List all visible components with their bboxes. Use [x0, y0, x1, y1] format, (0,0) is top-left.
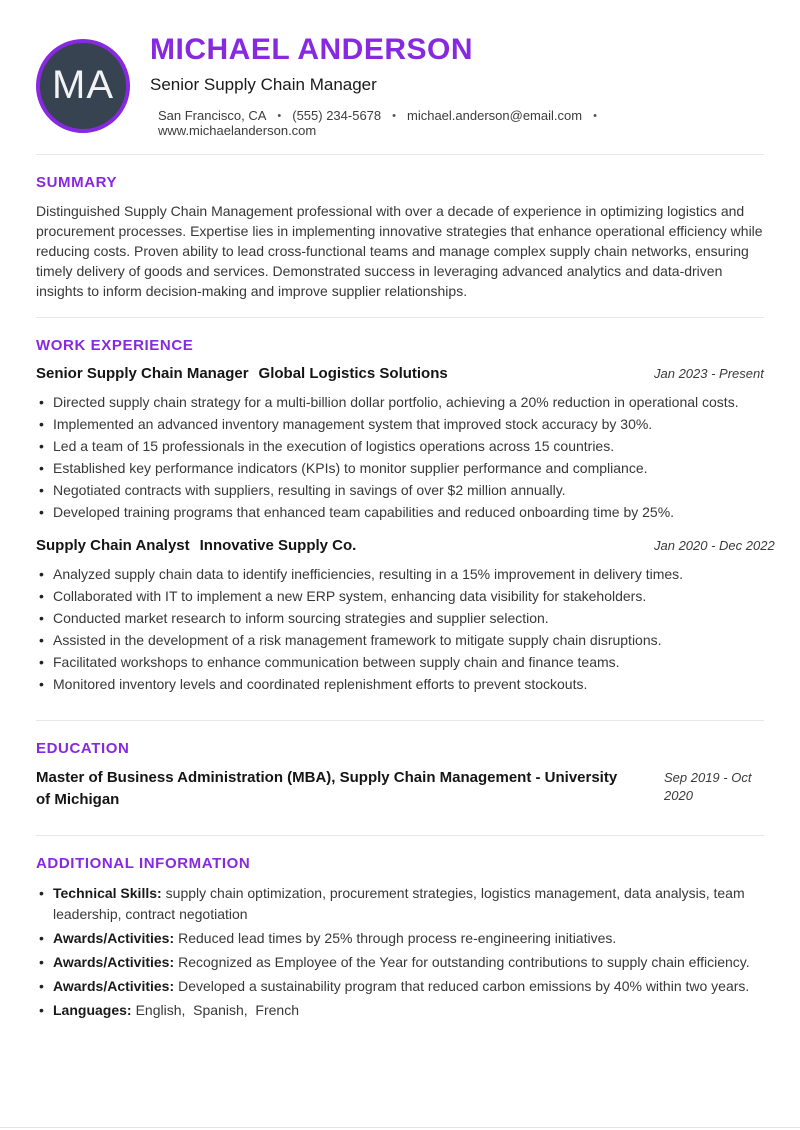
- header-divider: [36, 154, 764, 155]
- contact-item: michael.anderson@email.com: [407, 108, 583, 123]
- resume-header: [36, 0, 764, 138]
- additional-item-label: Technical Skills:: [53, 885, 162, 901]
- additional-item-label: Languages:: [53, 1002, 132, 1018]
- additional-heading: ADDITIONAL INFORMATION: [36, 855, 251, 872]
- contact-separator-dot: •: [277, 109, 282, 122]
- page-bottom-divider: [0, 1127, 800, 1128]
- job-dates: Jan 2020 - Dec 2022: [654, 538, 775, 553]
- education-section: [36, 740, 764, 811]
- summary-text: Distinguished Supply Chain Management professional with over a decade of experience in optimizing logistics and procurement processes. Expertise lies in implementing innovative strategies that enhance operational efficiency while reducing costs. Proven ability to lead cross-functional teams and manage complex supply chain networks, ensuring timely delivery of goods and services. Demonstrated success in leveraging advanced analytics and data-driven insights to inform decision-making and improve supplier relationships.: [36, 203, 763, 299]
- job-header: [36, 536, 775, 555]
- additional-list: [36, 883, 764, 1021]
- experience-divider: [36, 720, 764, 721]
- education-dates: Sep 2019 - Oct 2020: [664, 770, 752, 803]
- candidate-title: Senior Supply Chain Manager: [150, 75, 377, 94]
- additional-item: [36, 1000, 764, 1021]
- job-bullet: • Facilitated workshops to enhance communication between supply chain and finance teams.: [36, 652, 764, 672]
- additional-item-text: Reduced lead times by 25% through process re-engineering initiatives.: [178, 930, 617, 946]
- summary-divider: [36, 317, 764, 318]
- additional-item-label: Awards/Activities:: [53, 954, 175, 970]
- additional-item: [36, 883, 764, 925]
- additional-item-label: Awards/Activities:: [53, 978, 175, 994]
- additional-item-text: English, Spanish, French: [135, 1002, 299, 1018]
- contact-separator-dot: •: [392, 109, 396, 122]
- additional-item-text: supply chain optimization, procurement strategies, logistics management, data analysis, team leadership, contract negotiation: [53, 885, 749, 922]
- avatar-initials: MA: [52, 63, 114, 107]
- job-bullet: • Analyzed supply chain data to identify inefficiencies, resulting in a 15% improvement in delivery times.: [36, 564, 764, 584]
- experience-section: [36, 337, 775, 694]
- education-entry: [36, 767, 764, 811]
- contact-item: (555) 234-5678: [292, 108, 382, 123]
- summary-section: [36, 174, 764, 301]
- contact-row: [158, 108, 764, 138]
- jobs-list: [36, 364, 775, 694]
- job-role: Senior Supply Chain Manager: [36, 365, 249, 382]
- additional-item-text: Recognized as Employee of the Year for outstanding contributions to supply chain efficiency.: [178, 954, 750, 970]
- job-bullet: • Collaborated with IT to implement a new ERP system, enhancing data visibility for stakeholders.: [36, 586, 764, 606]
- header-text: [150, 33, 764, 138]
- candidate-name: MICHAEL ANDERSON: [150, 33, 474, 66]
- job-entry: [36, 364, 764, 522]
- experience-heading: WORK EXPERIENCE: [36, 337, 194, 354]
- job-dates: Jan 2023 - Present: [654, 366, 764, 381]
- contact-separator-dot: •: [593, 109, 597, 122]
- contact-item: San Francisco, CA: [158, 108, 267, 123]
- additional-item: [36, 928, 764, 949]
- avatar: [36, 39, 130, 133]
- job-title-line: [36, 536, 356, 555]
- job-header: [36, 364, 764, 383]
- additional-item-text: Developed a sustainability program that reduced carbon emissions by 40% within two years.: [178, 978, 750, 994]
- job-role: Supply Chain Analyst: [36, 537, 190, 554]
- job-bullet: • Negotiated contracts with suppliers, resulting in savings of over $2 million annually.: [36, 480, 764, 500]
- summary-heading: SUMMARY: [36, 174, 118, 191]
- job-bullet: • Assisted in the development of a risk management framework to mitigate supply chain disruptions.: [36, 630, 764, 650]
- job-bullet: • Directed supply chain strategy for a multi-billion dollar portfolio, achieving a 20% reduction in operational costs.: [36, 392, 764, 412]
- education-divider: [36, 835, 764, 836]
- job-bullet: • Developed training programs that enhanced team capabilities and reduced onboarding time by 25%.: [36, 502, 764, 522]
- job-bullet: • Implemented an advanced inventory management system that improved stock accuracy by 30%.: [36, 414, 764, 434]
- contact-item: www.michaelanderson.com: [158, 123, 317, 138]
- job-company: Innovative Supply Co.: [199, 537, 357, 554]
- job-bullet-list: [36, 392, 764, 522]
- additional-section: [36, 855, 764, 1021]
- job-bullet-list: [36, 564, 764, 694]
- education-degree: Master of Business Administration (MBA), Supply Chain Management - University of Michigan: [36, 769, 618, 808]
- job-title-line: [36, 364, 448, 383]
- job-company: Global Logistics Solutions: [258, 365, 448, 382]
- job-bullet: • Established key performance indicators (KPIs) to monitor supplier performance and compliance.: [36, 458, 764, 478]
- additional-item: [36, 976, 764, 997]
- job-bullet: • Conducted market research to inform sourcing strategies and supplier selection.: [36, 608, 764, 628]
- job-bullet: • Monitored inventory levels and coordinated replenishment efforts to prevent stockouts.: [36, 674, 764, 694]
- education-heading: EDUCATION: [36, 740, 130, 757]
- job-entry: [36, 536, 775, 694]
- additional-item: [36, 952, 764, 973]
- job-bullet: • Led a team of 15 professionals in the execution of logistics operations across 15 countries.: [36, 436, 764, 456]
- additional-item-label: Awards/Activities:: [53, 930, 175, 946]
